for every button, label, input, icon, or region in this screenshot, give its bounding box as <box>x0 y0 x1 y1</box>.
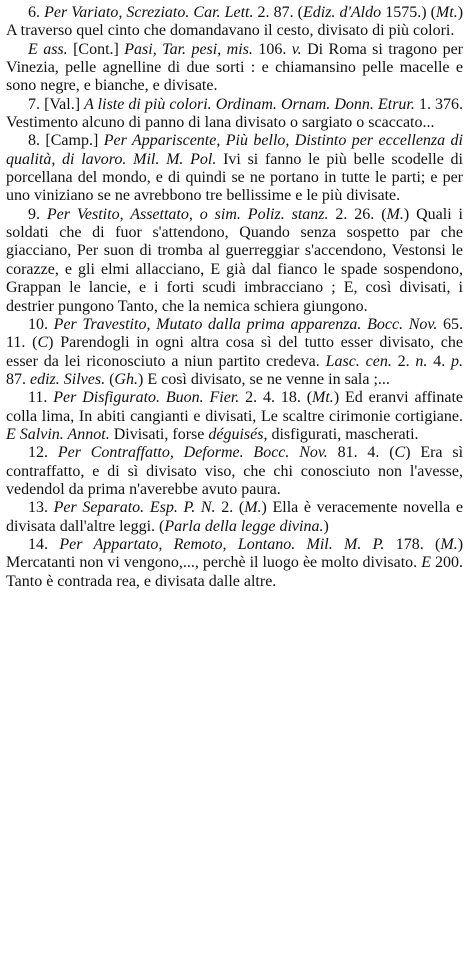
text-run: 8. [Camp.] <box>28 132 104 150</box>
italic-run: Per Variato, Screziato. Car. Lett. <box>44 4 254 21</box>
italic-run: Gh. <box>114 370 138 388</box>
text-run: 12. <box>28 444 58 462</box>
text-run: 6. <box>28 4 45 21</box>
entry-7 <box>6 96 463 133</box>
text-run: 13. <box>28 499 54 517</box>
entry-8 <box>6 132 463 205</box>
text-run: Ivi si fanno le più belle scodelle di porcellana del mondo, e di quindi se ne portano in tutte le parti; e per uno viniziano se ne avrebbono tre bellissime e le più divisate. <box>6 150 463 205</box>
text-run: ) Era sì contraffatto, e di sì divisato viso, che chi conosciuto non l'avesse, vedendol da prima n'averebbe avuto paura. <box>6 444 464 498</box>
italic-run: déguisés, <box>208 425 268 443</box>
text-run: ) Mercatanti non vi vengono,..., perchè il luogo èe molto divisato. <box>6 535 464 572</box>
text-run: 1575.) ( <box>381 4 436 21</box>
text-run: ) Ella è veracemente novella e divisata dall'altre leggi. ( <box>6 499 464 535</box>
entry-6-ass <box>6 41 463 96</box>
text-run: 11. <box>28 389 54 407</box>
italic-run: A liste di più colori. Ordinam. Ornam. Donn. Etrur. <box>84 95 415 113</box>
italic-run: Parla della legge divina. <box>164 517 324 535</box>
italic-run: C <box>37 334 49 352</box>
entry-6 <box>6 4 463 41</box>
text-run: 65. 11. ( <box>6 315 464 352</box>
text-run: ) Parendogli in ogni altra cosa sì del tutto esser divisato, che esser da lei riconosciuto a niun partito credeva. <box>6 334 464 370</box>
text-run: 10. <box>28 315 54 333</box>
italic-run: Per Contraffatto, Deforme. Bocc. Nov. <box>57 444 328 462</box>
italic-run: Ediz. d'Aldo <box>302 4 382 21</box>
italic-run: n. <box>415 352 428 370</box>
text-run: ) A traverso quel cinto che domandavano il cesto, divisato di più colori. <box>6 4 464 40</box>
italic-run: C <box>394 444 406 462</box>
italic-run: Lasc. cen. <box>325 352 392 370</box>
text-run: 2. <box>391 352 416 370</box>
text-run: ) Ed eranvi affinate colla lima, In abiti cangianti e divisati, Le scaltre cirimonie cortigiane. <box>6 389 464 425</box>
text-run: 2. 26. ( <box>328 205 387 223</box>
italic-run: Pasi, Tar. pesi, mis. <box>124 40 253 58</box>
entry-9 <box>6 206 463 316</box>
italic-run: v. <box>291 40 302 58</box>
italic-run: E <box>421 554 431 572</box>
text-run: Di Roma si tragono per Vinezia, pelle agnelline di due sorti : e chiamansino pelle macelle e sono negre, e bianche, e divisate. <box>6 40 463 95</box>
italic-run: Per Vestito, Assettato, o sim. Poliz. stanz. <box>46 205 329 223</box>
entry-13 <box>6 499 463 536</box>
italic-run: E Salvin. Annot. <box>6 425 110 443</box>
text-run: 7. [Val.] <box>28 95 85 113</box>
italic-run: Mt. <box>435 4 458 21</box>
italic-run: E ass. <box>28 40 68 58</box>
text-run: disfigurati, mascherati. <box>267 425 419 443</box>
text-run: ) Quali i soldati che di fuor s'attendono, Quando senza sospetto par che giacciano, Per suon di tromba al guerreggiar s'accendono, Vestonsi le corazze, e gli elmi allacciano, E già dal fianco le spade sospendono, Grappan le lancie, e i forti scudi imbracciano ; E, così divisati, i destrier pungono Tanto, che la nemica schiera giungono. <box>6 205 464 315</box>
text-run: 1. 376. Vestimento alcuno di panno di lana divisato o sargiato o scaccato... <box>6 95 464 132</box>
text-run: ) E così divisato, se ne venne in sala ;... <box>137 370 390 388</box>
italic-run: p. <box>451 352 464 370</box>
italic-run: Per Separato. Esp. P. N. <box>53 499 216 517</box>
text-run: [Cont.] <box>67 40 125 58</box>
text-run: 106. <box>252 40 292 58</box>
italic-run: Per Travestito, Mutato dalla prima apparenza. Bocc. Nov. <box>53 315 438 333</box>
entry-11 <box>6 389 463 444</box>
text-run: 87. <box>6 370 30 388</box>
text-run: 2. 87. ( <box>253 4 303 21</box>
text-run: 14. <box>28 535 60 553</box>
italic-run: Per Disfigurato. Buon. Fier. <box>53 389 240 407</box>
italic-run: Mt. <box>312 389 334 407</box>
italic-run: M. <box>244 499 262 517</box>
text-run: 2. 4. 18. ( <box>239 389 313 407</box>
text-run: 2. ( <box>215 499 245 517</box>
entry-12 <box>6 444 463 499</box>
entry-10 <box>6 316 463 389</box>
italic-run: ediz. Silves. <box>30 370 106 388</box>
text-run: 81. 4. ( <box>327 444 395 462</box>
text-run: 4. <box>427 352 452 370</box>
text-run: ( <box>105 370 115 388</box>
text-run: Divisati, forse <box>109 425 209 443</box>
text-run: 9. <box>28 205 47 223</box>
entry-14 <box>6 536 463 591</box>
text-run: ) <box>323 517 329 535</box>
italic-run: M. <box>440 535 458 553</box>
text-run: 178. ( <box>384 535 441 553</box>
italic-run: M. <box>386 205 404 223</box>
italic-run: Per Appariscente, Più bello, Distinto per eccellenza di qualità, di lavoro. Mil. M. Pol. <box>6 132 464 168</box>
text-run: 200. Tanto è contrada rea, e divisata dalle altre. <box>6 554 464 590</box>
italic-run: Per Appartato, Remoto, Lontano. Mil. M. P. <box>59 535 385 553</box>
